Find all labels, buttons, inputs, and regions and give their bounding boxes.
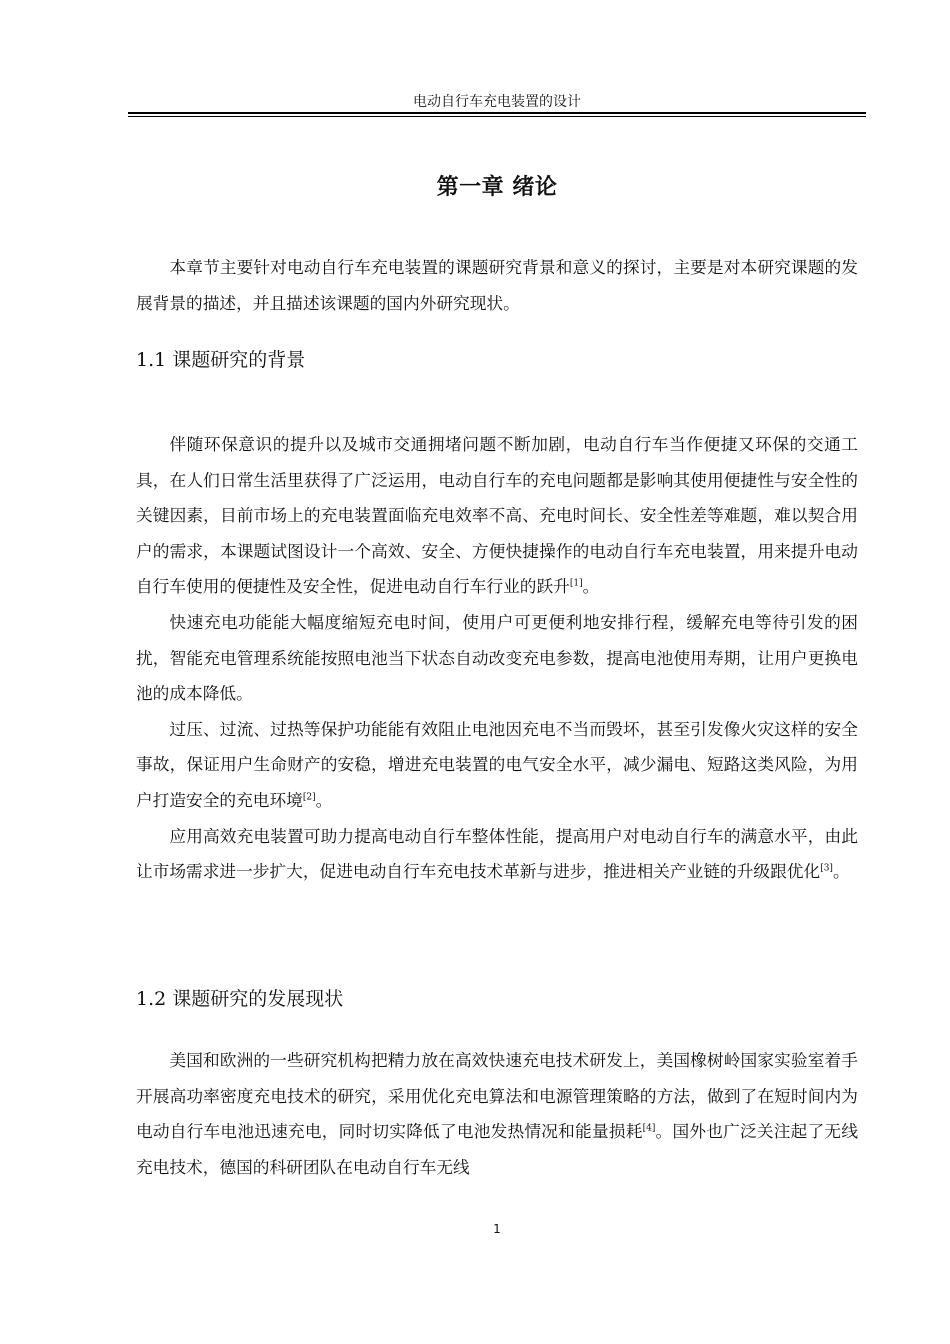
body-paragraph bbox=[136, 427, 858, 605]
paragraph-text: 过压、过流、过热等保护功能能有效阻止电池因充电不当而毁坏，甚至引发像火灾这样的安全事故，保证用户生命财产的安稳，增进充电装置的电气安全水平，减少漏电、短路这类风险，为用户打造安全的充电环境 bbox=[136, 718, 858, 810]
paragraph-text: 应用高效充电装置可助力提高电动自行车整体性能，提高用户对电动自行车的满意水平，由此让市场需求进一步扩大，促进电动自行车充电技术革新与进步，推进相关产业链的升级跟优化 bbox=[136, 825, 858, 882]
section-number: 1.1 bbox=[136, 349, 167, 371]
running-header-title: 电动自行车充电装置的设计 bbox=[413, 94, 581, 110]
paragraph-tail: 。 bbox=[832, 861, 850, 882]
header-rule-thick bbox=[128, 112, 866, 114]
running-header bbox=[128, 92, 866, 118]
body-paragraph bbox=[136, 819, 858, 890]
citation-marker: [3] bbox=[820, 863, 833, 874]
section-heading-1-1 bbox=[136, 345, 858, 375]
section-1-1-body bbox=[136, 427, 858, 890]
section-number: 1.2 bbox=[136, 988, 167, 1010]
paragraph-tail: 。 bbox=[582, 576, 600, 597]
header-rule-thin bbox=[128, 116, 866, 117]
section-title: 课题研究的发展现状 bbox=[172, 988, 344, 1010]
citation-marker: [1] bbox=[569, 578, 583, 589]
paragraph-tail: 。国外也广泛关注起了无线充电技术，德国的科研团队在电动自行车无线 bbox=[136, 1121, 859, 1177]
citation-marker: [4] bbox=[642, 1123, 656, 1134]
citation-marker: [2] bbox=[302, 792, 316, 803]
chapter-intro bbox=[136, 250, 858, 321]
section-1-2-body bbox=[136, 1043, 858, 1185]
paragraph-tail: 。 bbox=[315, 789, 333, 810]
intro-paragraph: 本章节主要针对电动自行车充电装置的课题研究背景和意义的探讨，主要是对本研究课题的发展背景的描述，并且描述该课题的国内外研究现状。 bbox=[136, 257, 858, 313]
section-heading-1-2 bbox=[136, 984, 858, 1014]
body-paragraph bbox=[136, 712, 858, 819]
body-paragraph bbox=[136, 1043, 858, 1185]
section-title: 课题研究的背景 bbox=[172, 349, 306, 371]
page-number: 1 bbox=[493, 1222, 501, 1236]
body-paragraph bbox=[136, 605, 858, 712]
paragraph-text: 伴随环保意识的提升以及城市交通拥堵问题不断加剧，电动自行车当作便捷又环保的交通工具，在人们日常生活里获得了广泛运用，电动自行车的充电问题都是影响其使用便捷性与安全性的关键因素，目前市场上的充电装置面临充电效率不高、充电时间长、安全性差等难题，难以契合用户的需求，本课题试图设计一个高效、安全、方便快捷操作的电动自行车充电装置，用来提升电动自行车使用的便捷性及安全性，促进电动自行车行业的跃升 bbox=[136, 434, 858, 597]
chapter-title: 第一章 绪论 bbox=[436, 175, 558, 200]
paragraph-text: 美国和欧洲的一些研究机构把精力放在高效快速充电技术研发上，美国橡树岭国家实验室着手开展高功率密度充电技术的研究，采用优化充电算法和电源管理策略的方法，做到了在短时间内为电动自行车电池迅速充电，同时切实降低了电池发热情况和能量损耗 bbox=[136, 1050, 858, 1142]
paragraph-text: 快速充电功能能大幅度缩短充电时间，使用户可更便利地安排行程，缓解充电等待引发的困扰，智能充电管理系统能按照电池当下状态自动改变充电参数，提高电池使用寿期，让用户更换电池的成本降低。 bbox=[136, 611, 858, 704]
